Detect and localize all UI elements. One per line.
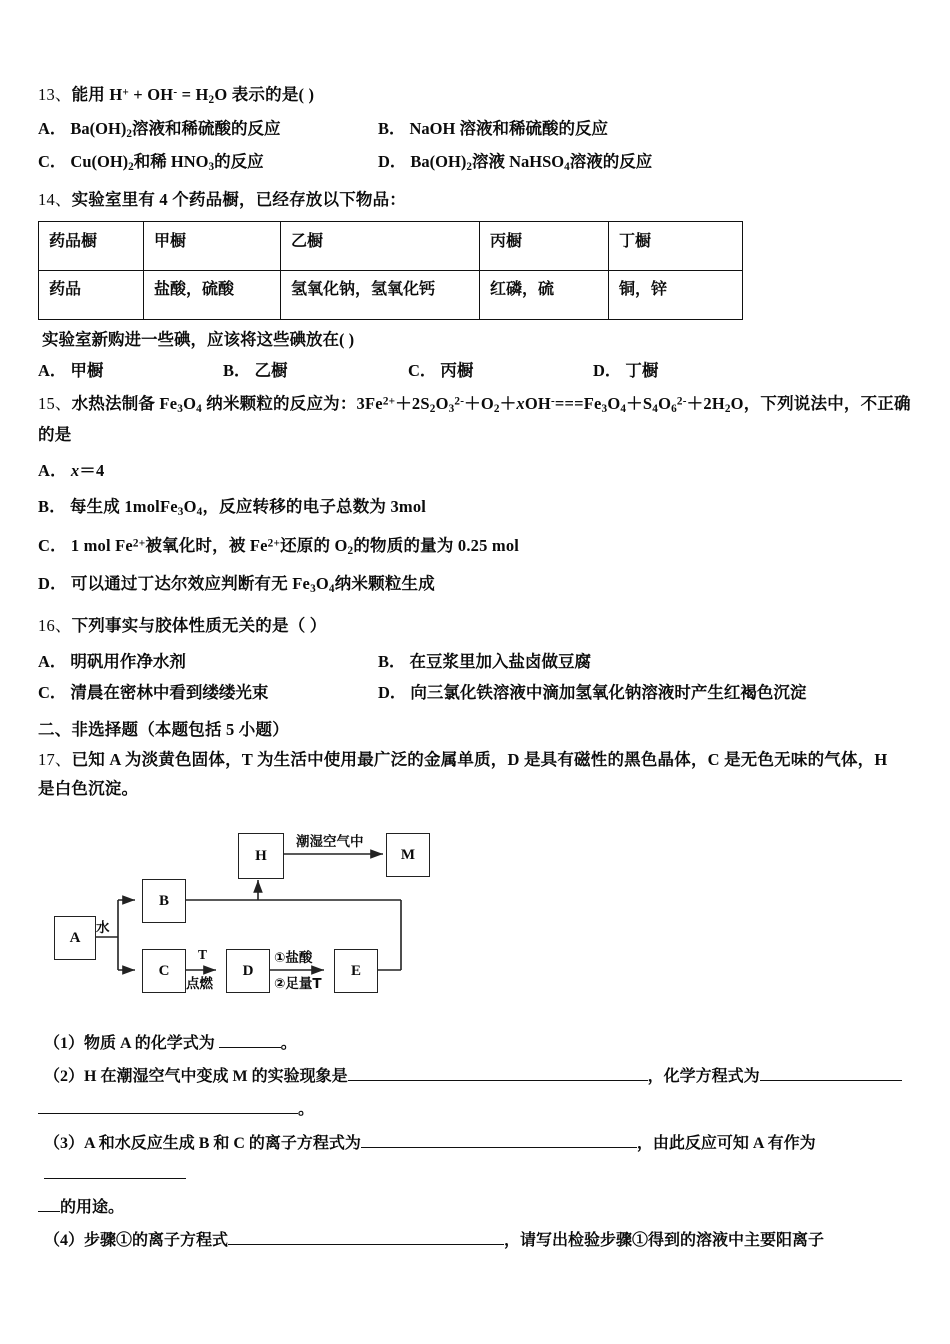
option-text: 每生成 $1molFe_3O_4$，反应转移的电子总数为 3mol: [69, 497, 427, 519]
question-13-options-row-2: [38, 151, 922, 175]
question-14-option-a[interactable]: [38, 360, 223, 381]
part-text-after: 。: [298, 1101, 315, 1119]
flow-diagram-container: [38, 822, 922, 1022]
question-16-options-row-2: [38, 682, 922, 703]
option-label: B．: [38, 497, 66, 517]
question-15-stem-line-2: 的是: [38, 424, 72, 444]
option-label: A．: [38, 360, 67, 380]
option-text: 向三氯化铁溶液中滴加氢氧化钠溶液时产生红褐色沉淀: [410, 682, 807, 702]
option-text: 乙橱: [254, 360, 288, 380]
option-label: A．: [38, 460, 67, 480]
diagram-box-e[interactable]: E: [334, 949, 378, 993]
question-14-option-c[interactable]: [408, 360, 593, 381]
question-13-stem: [38, 84, 922, 108]
part-label: （2）: [44, 1068, 85, 1086]
part-label: （4）: [44, 1232, 85, 1250]
part-text-after: 的用途。: [60, 1198, 125, 1216]
option-label: D．: [38, 573, 67, 593]
question-14-option-d[interactable]: [593, 360, 778, 381]
question-15-stem-text: 水热法制备 $Fe_3O_4$ 纳米颗粒的反应为：$3Fe^{2+}+2S_2O_3^{2-}+O_2+xOH^-===Fe_3O_4+S_4O_6^{2-}+2H_2O$，下列说法中，不正确: [71, 394, 911, 416]
table-cell: 药品: [39, 270, 144, 319]
question-17-stem-line-2: 是白色沉淀。: [38, 778, 139, 798]
question-15-number: 15、: [38, 394, 72, 414]
option-text: $Ba(OH)_2$溶液和稀硫酸的反应: [70, 119, 281, 141]
question-13-option-d[interactable]: [378, 151, 718, 175]
question-16-option-d[interactable]: [378, 682, 807, 703]
option-label: B．: [223, 360, 251, 380]
diagram-box-d[interactable]: D: [226, 949, 270, 993]
question-17-number: 17、: [38, 750, 72, 770]
question-17-part-3-cont: [38, 1192, 922, 1223]
question-15-stem-line-1: [38, 393, 922, 417]
part-text-mid: ，由此反应可知 A 有作为: [636, 1134, 816, 1152]
question-13-stem-suffix: 表示的是( ): [227, 85, 315, 104]
diagram-label-ignite-bottom: 点燃: [186, 976, 213, 993]
option-text: 可以通过丁达尔效应判断有无 $Fe_3O_4$纳米颗粒生成: [70, 573, 435, 595]
question-15-option-c[interactable]: [38, 535, 922, 559]
question-16-option-a[interactable]: [38, 651, 378, 672]
question-13-stem-prefix: 能用: [71, 85, 110, 104]
option-label: C．: [38, 152, 67, 171]
question-13-option-c[interactable]: [38, 151, 378, 175]
section-2-heading: 二、非选择题（本题包括 5 小题）: [38, 720, 289, 740]
question-17-stem-line-1: [38, 749, 922, 771]
question-15-option-b[interactable]: [38, 496, 922, 520]
option-label: C．: [38, 682, 67, 702]
question-14-number: 14、: [38, 189, 72, 209]
part-label: （3）: [44, 1134, 85, 1152]
part-text: A 和水反应生成 B 和 C 的离子方程式为: [84, 1134, 361, 1152]
table-header-cell: 丙橱: [480, 221, 609, 270]
question-17-part-2-cont: [38, 1094, 922, 1125]
diagram-label-step2: ②足量T: [274, 976, 322, 993]
question-17-stem-text: 已知 A 为淡黄色固体，T 为生活中使用最广泛的金属单质，D 是具有磁性的黑色晶体，C 是无色无味的气体，H: [71, 750, 888, 770]
question-14-stem: [38, 189, 922, 211]
question-17-part-1: [44, 1028, 922, 1059]
option-label: B．: [378, 119, 406, 139]
part-text-mid: ，请写出检验步骤①得到的溶液中主要阳离子: [504, 1232, 825, 1250]
answer-blank[interactable]: [361, 1131, 637, 1148]
answer-blank[interactable]: [228, 1228, 504, 1245]
answer-blank[interactable]: [44, 1162, 186, 1179]
option-label: A．: [38, 119, 67, 139]
answer-blank[interactable]: [760, 1064, 902, 1081]
option-text: 清晨在密林中看到缕缕光束: [70, 682, 269, 702]
question-13-equation: $H^+ + OH^- = H_2O$: [109, 85, 228, 107]
part-text: 步骤①的离子方程式: [84, 1232, 229, 1250]
table-header-cell: 丁橱: [609, 221, 743, 270]
option-label: C．: [408, 360, 437, 380]
diagram-box-m[interactable]: M: [386, 833, 430, 877]
answer-blank[interactable]: [38, 1195, 60, 1212]
table-cell: 铜，锌: [609, 270, 743, 319]
question-16-stem: [38, 615, 922, 637]
option-label: D．: [378, 682, 407, 702]
option-text: $Ba(OH)_2$溶液 NaHSO$_4$溶液的反应: [410, 152, 653, 174]
diagram-label-ignite-top: T: [198, 947, 208, 963]
option-text: NaOH 溶液和稀硫酸的反应: [409, 119, 608, 139]
table-row: [39, 270, 743, 319]
question-14-stem-text: 实验室里有 4 个药品橱，已经存放以下物品：: [71, 189, 407, 209]
option-text: $Cu(OH)_2$和稀 $HNO_3$的反应: [70, 152, 264, 174]
part-text: H 在潮湿空气中变成 M 的实验现象是: [84, 1068, 348, 1086]
question-16-options-row-1: [38, 651, 922, 672]
option-label: D．: [378, 152, 407, 171]
option-label: A．: [38, 652, 67, 672]
table-cell: 氢氧化钠，氢氧化钙: [281, 270, 480, 319]
part-text-mid: ，化学方程式为: [647, 1068, 760, 1086]
diagram-label-step1: ①盐酸: [274, 950, 313, 967]
table-header-cell: 甲橱: [144, 221, 281, 270]
table-cell: 红磷，硫: [480, 270, 609, 319]
table-row-header: [39, 221, 743, 270]
question-14-options: [38, 360, 922, 381]
option-label: C．: [38, 535, 67, 555]
question-13-options-row-1: [38, 118, 922, 142]
cabinet-table: [38, 221, 743, 320]
table-header-cell: 乙橱: [281, 221, 480, 270]
question-13-number: 13、: [38, 85, 72, 104]
question-14-sub-stem: 实验室新购进一些碘，应该将这些碘放在( ): [42, 329, 355, 349]
page-content: [38, 84, 922, 1258]
diagram-box-c[interactable]: C: [142, 949, 186, 993]
question-16-option-c[interactable]: [38, 682, 378, 703]
diagram-box-b[interactable]: B: [142, 879, 186, 923]
option-text: x＝4: [70, 460, 105, 480]
question-17-part-4: [44, 1225, 922, 1256]
answer-blank[interactable]: [219, 1031, 281, 1048]
option-text: 明矾用作净水剂: [70, 652, 186, 672]
answer-blank[interactable]: [348, 1064, 648, 1081]
flow-diagram: [46, 822, 476, 1017]
table-header-cell: 药品橱: [39, 221, 144, 270]
question-13-option-a[interactable]: [38, 118, 378, 142]
answer-blank[interactable]: [38, 1097, 298, 1114]
option-label: B．: [378, 652, 406, 672]
question-13-option-b[interactable]: [378, 118, 718, 142]
question-15-option-d[interactable]: [38, 573, 922, 597]
question-17-part-2: [44, 1061, 922, 1092]
question-16-stem-text: 下列事实与胶体性质无关的是（ ）: [71, 616, 327, 636]
option-text: 在豆浆里加入盐卤做豆腐: [409, 652, 592, 672]
option-text: 甲橱: [70, 360, 104, 380]
diagram-label-moist-air: 潮湿空气中: [296, 834, 364, 851]
question-16-number: 16、: [38, 616, 72, 636]
table-cell: 盐酸，硫酸: [144, 270, 281, 319]
option-text: 1 mol $Fe^{2+}$被氧化时，被 $Fe^{2+}$还原的 $O_2$的物质的量为 0.25 mol: [70, 535, 520, 557]
question-15-option-a[interactable]: [38, 460, 922, 482]
option-text: 丁橱: [625, 360, 659, 380]
part-text-after: 。: [280, 1035, 297, 1053]
question-17-part-3: [44, 1128, 922, 1190]
option-label: D．: [593, 360, 622, 380]
diagram-box-h[interactable]: H: [238, 833, 284, 879]
diagram-label-water: 水: [96, 920, 110, 937]
part-label: （1）: [44, 1035, 85, 1053]
question-14-option-b[interactable]: [223, 360, 408, 381]
diagram-box-a[interactable]: A: [54, 916, 96, 960]
part-text: 物质 A 的化学式为: [84, 1035, 219, 1053]
question-16-option-b[interactable]: [378, 651, 718, 672]
option-text: 丙橱: [440, 360, 474, 380]
